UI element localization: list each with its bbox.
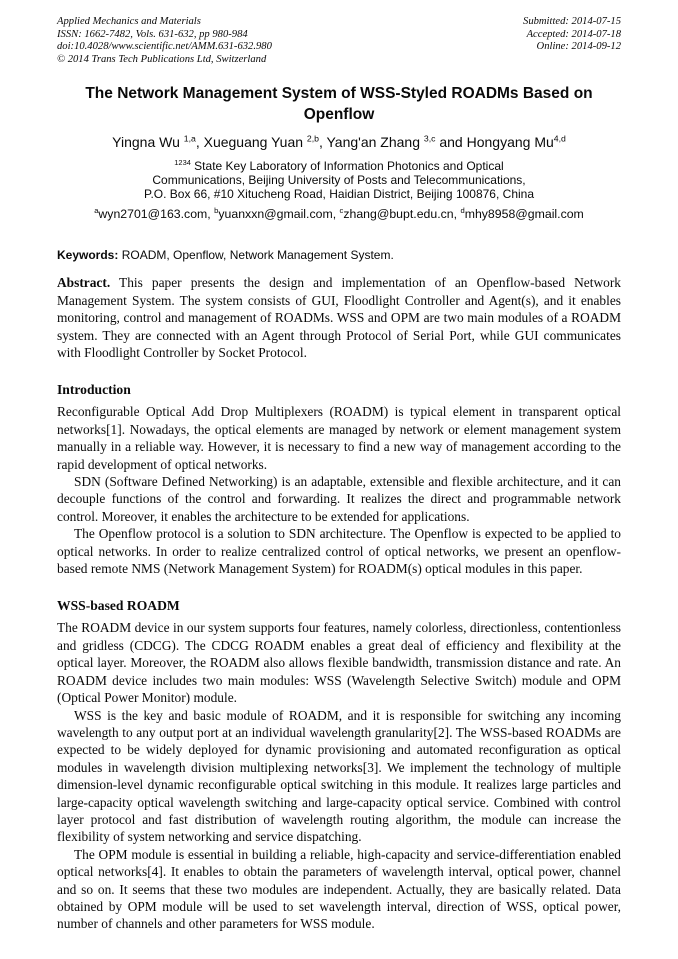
email-separator: , [453,207,461,222]
section-heading: WSS-based ROADM [57,598,180,614]
body-paragraph: Reconfigurable Optical Add Drop Multiplexers (ROADM) is typical element in transparent optical networks[1]. Nowadays, the optical elements are managed by network or element management system manually in a reliable way. However, it is necessary to find a new way of management according to the rapid development of optical networks. [57,404,621,472]
author-name: Hongyang Mu [466,134,554,151]
doi-line: doi:10.4028/www.scientific.net/AMM.631-632.980 [57,41,272,53]
affiliation-text: Communications, Beijing University of Posts and Telecommunications, [152,173,526,188]
email-address: wyn2701@163.com [98,207,208,222]
author-superscript: 3,c [423,133,436,144]
email-address: mhy8958@gmail.com [464,207,584,222]
body-paragraph: The Openflow protocol is a solution to SDN architecture. The Openflow is expected to be applied to optical networks. In order to realize centralized control of optical networks, we present an openflow-based remote NMS (Network Management System) for ROADM(s) optical modules in this paper. [57,526,621,577]
email-superscript: c [339,206,344,216]
email-superscript: b [214,206,219,216]
keywords-text: ROADM, Openflow, Network Management System. [118,248,394,263]
online-date: Online: 2014-09-12 [536,41,621,53]
accepted-date: Accepted: 2014-07-18 [526,28,621,40]
author-separator: , [195,134,204,151]
copyright-line: © 2014 Trans Tech Publications Ltd, Switzerland [57,53,267,65]
author-superscript: 4,d [553,133,566,144]
affiliation-line [57,187,621,201]
affiliation-line [57,159,621,173]
email-superscript: a [94,206,99,216]
author-name: Xueguang Yuan [203,134,307,151]
journal-header-left [57,16,272,66]
body-paragraph: The ROADM device in our system supports four features, namely colorless, directionless, contentionless and gridless (CDCG). The CDCG ROADM enables a great deal of efficiency and flexibility at the optical layer. Moreover, the ROADM also allows flexible bandwidth, transmission distance and rate. An ROADM device includes two main modules: WSS (Wavelength Selective Switch) module and OPM (Optical Power Monitor) module. [57,620,621,706]
issn-line: ISSN: 1662-7482, Vols. 631-632, pp 980-984 [57,28,248,40]
affiliation [57,159,621,201]
affiliation-text: State Key Laboratory of Information Photonics and Optical [190,159,504,174]
email-address: yuanxxn@gmail.com [218,207,333,222]
keywords-label: Keywords: [57,248,119,263]
author-superscript: 2,b [306,133,319,144]
sections-container [57,381,621,932]
keywords-line [57,248,621,263]
author-superscript: 1,a [183,133,196,144]
author-name: Yang'an Zhang [326,134,424,151]
email-separator: , [207,207,215,222]
affiliation-text: P.O. Box 66, #10 Xitucheng Road, Haidian District, Beijing 100876, China [143,187,535,202]
body-paragraph: The OPM module is essential in building a reliable, high-capacity and service-differentiation enabled optical networks[4]. It enables to obtain the parameters of wavelength interval, optical power, channel and so on. It seems that these two modules are independent. Actually, they are basically related. Data obtained by OPM module will be used to set wavelength interval, direction of WSS, optical power, number of channels and other parameters for WSS module. [57,846,621,932]
journal-header [57,16,621,66]
author-separator: and [435,134,467,151]
author-separator: , [318,134,327,151]
journal-name: Applied Mechanics and Materials [57,16,201,27]
paper-title: The Network Management System of WSS-Styled ROADMs Based on Openflow [85,85,593,123]
abstract-paragraph [57,274,621,361]
section-heading: Introduction [57,382,131,398]
abstract-label: Abstract. [57,275,111,291]
author-name: Yingna Wu [112,134,184,151]
email-superscript: d [460,206,465,216]
body-paragraph: WSS is the key and basic module of ROADM, and it is responsible for switching any incoming wavelength to any output port at an individual wavelength granularity[2]. The WSS-based ROADMs are expected to be widely deployed for dynamic provisioning and automated reconfiguration as optical modules in wavelength division multiplexing networks[3]. We implement the technology of multiple dimension-level dynamic reconfigurable optical switching in this module. It realizes large particles and large-capacity optical wavelength switching and large-capacity optical service. Combined with control layer protocol and fast distribution of wavelength routing algorithm, the module can increase the flexibility of system networking and service dispatching. [57,707,621,845]
email-separator: , [332,207,340,222]
affiliation-line [57,173,621,187]
body-paragraph: SDN (Software Defined Networking) is an adaptable, extensible and flexible architecture, and it can decouple functions of the control and forwarding. It realizes the direct and programmable network control. Moreover, it enables the architecture to be extended for applications. [57,474,621,524]
affiliation-superscript: 1234 [174,158,191,168]
email-line [57,207,621,222]
journal-header-right [523,16,621,66]
author-line [57,134,621,151]
submitted-date: Submitted: 2014-07-15 [523,16,621,27]
email-address: zhang@bupt.edu.cn [343,207,454,222]
abstract-text: This paper presents the design and implementation of an Openflow-based Network Management System. The system consists of GUI, Floodlight Controller and Agent(s), and it enables monitoring, control and management of ROADMs. WSS and OPM are two main modules of a ROADM system. They are connected with an Agent through Protocol of Serial Port, while GUI communicates with Floodlight Controller by Socket Protocol. [57,275,621,360]
